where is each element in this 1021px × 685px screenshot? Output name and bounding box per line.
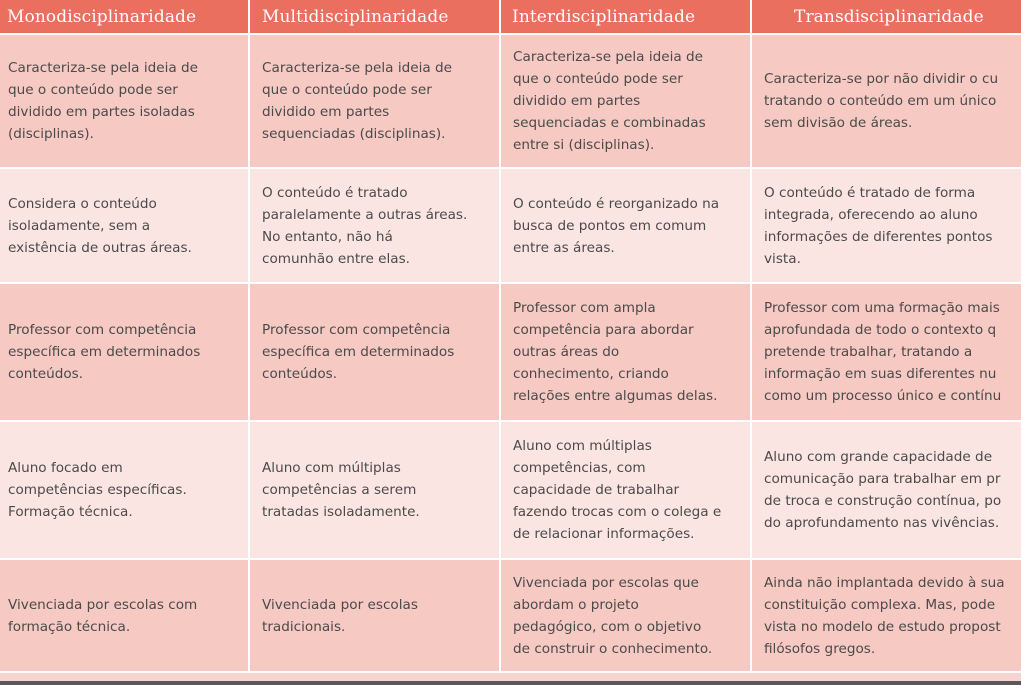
table-cell: Caracteriza-se pela ideia de que o conteúdo pode ser dividido em partes isoladas (disciplinas). <box>0 34 249 168</box>
table-cell: Vivenciada por escolas tradicionais. <box>249 559 500 672</box>
table-cell: Caracteriza-se pela ideia de que o conteúdo pode ser dividido em partes sequenciadas e combinadas entre si (disciplinas). <box>500 34 751 168</box>
table-cell: Ainda não implantada devido à sua constituição complexa. Mas, pode vista no modelo de estudo propost filósofos gregos. <box>751 559 1021 672</box>
table-cell: Professor com uma formação mais aprofundada de todo o contexto q pretende trabalhar, tratando a informação em suas diferentes nu como um processo único e contínu <box>751 283 1021 421</box>
table-cell: Considera o conteúdo isoladamente, sem a existência de outras áreas. <box>0 168 249 283</box>
table-cell: O conteúdo é reorganizado na busca de pontos em comum entre as áreas. <box>500 168 751 283</box>
table-cell: Professor com ampla competência para abordar outras áreas do conhecimento, criando relações entre algumas delas. <box>500 283 751 421</box>
table-cell: Aluno com múltiplas competências a serem tratadas isoladamente. <box>249 421 500 559</box>
header-monodisciplinaridade: Monodisciplinaridade <box>0 0 249 34</box>
table-cell: Professor com competência específica em determinados conteúdos. <box>0 283 249 421</box>
table-cell: Professor com competência específica em determinados conteúdos. <box>249 283 500 421</box>
header-transdisciplinaridade: Transdisciplinaridade <box>751 0 1021 34</box>
header-multidisciplinaridade: Multidisciplinaridade <box>249 0 500 34</box>
table-cell: Aluno com grande capacidade de comunicação para trabalhar em pr de troca e construção contínua, po do aprofundamento nas vivências. <box>751 421 1021 559</box>
bottom-divider <box>0 681 1021 685</box>
table-row <box>0 559 1021 672</box>
table-cell: Vivenciada por escolas com formação técnica. <box>0 559 249 672</box>
header-interdisciplinaridade: Interdisciplinaridade <box>500 0 751 34</box>
table-cell: O conteúdo é tratado paralelamente a outras áreas. No entanto, não há comunhão entre elas. <box>249 168 500 283</box>
table-row <box>0 421 1021 559</box>
table-cell: Aluno com múltiplas competências, com capacidade de trabalhar fazendo trocas com o colega e de relacionar informações. <box>500 421 751 559</box>
table-cell: Aluno focado em competências específicas. Formação técnica. <box>0 421 249 559</box>
table-row <box>0 283 1021 421</box>
table-cell: Vivenciada por escolas que abordam o projeto pedagógico, com o objetivo de construir o conhecimento. <box>500 559 751 672</box>
table-row <box>0 34 1021 168</box>
table-header-row <box>0 0 1021 34</box>
table-row <box>0 168 1021 283</box>
table-cell: O conteúdo é tratado de forma integrada, oferecendo ao aluno informações de diferentes pontos vista. <box>751 168 1021 283</box>
table-cell: Caracteriza-se pela ideia de que o conteúdo pode ser dividido em partes sequenciadas (disciplinas). <box>249 34 500 168</box>
table-cell: Caracteriza-se por não dividir o cu tratando o conteúdo em um único sem divisão de áreas. <box>751 34 1021 168</box>
